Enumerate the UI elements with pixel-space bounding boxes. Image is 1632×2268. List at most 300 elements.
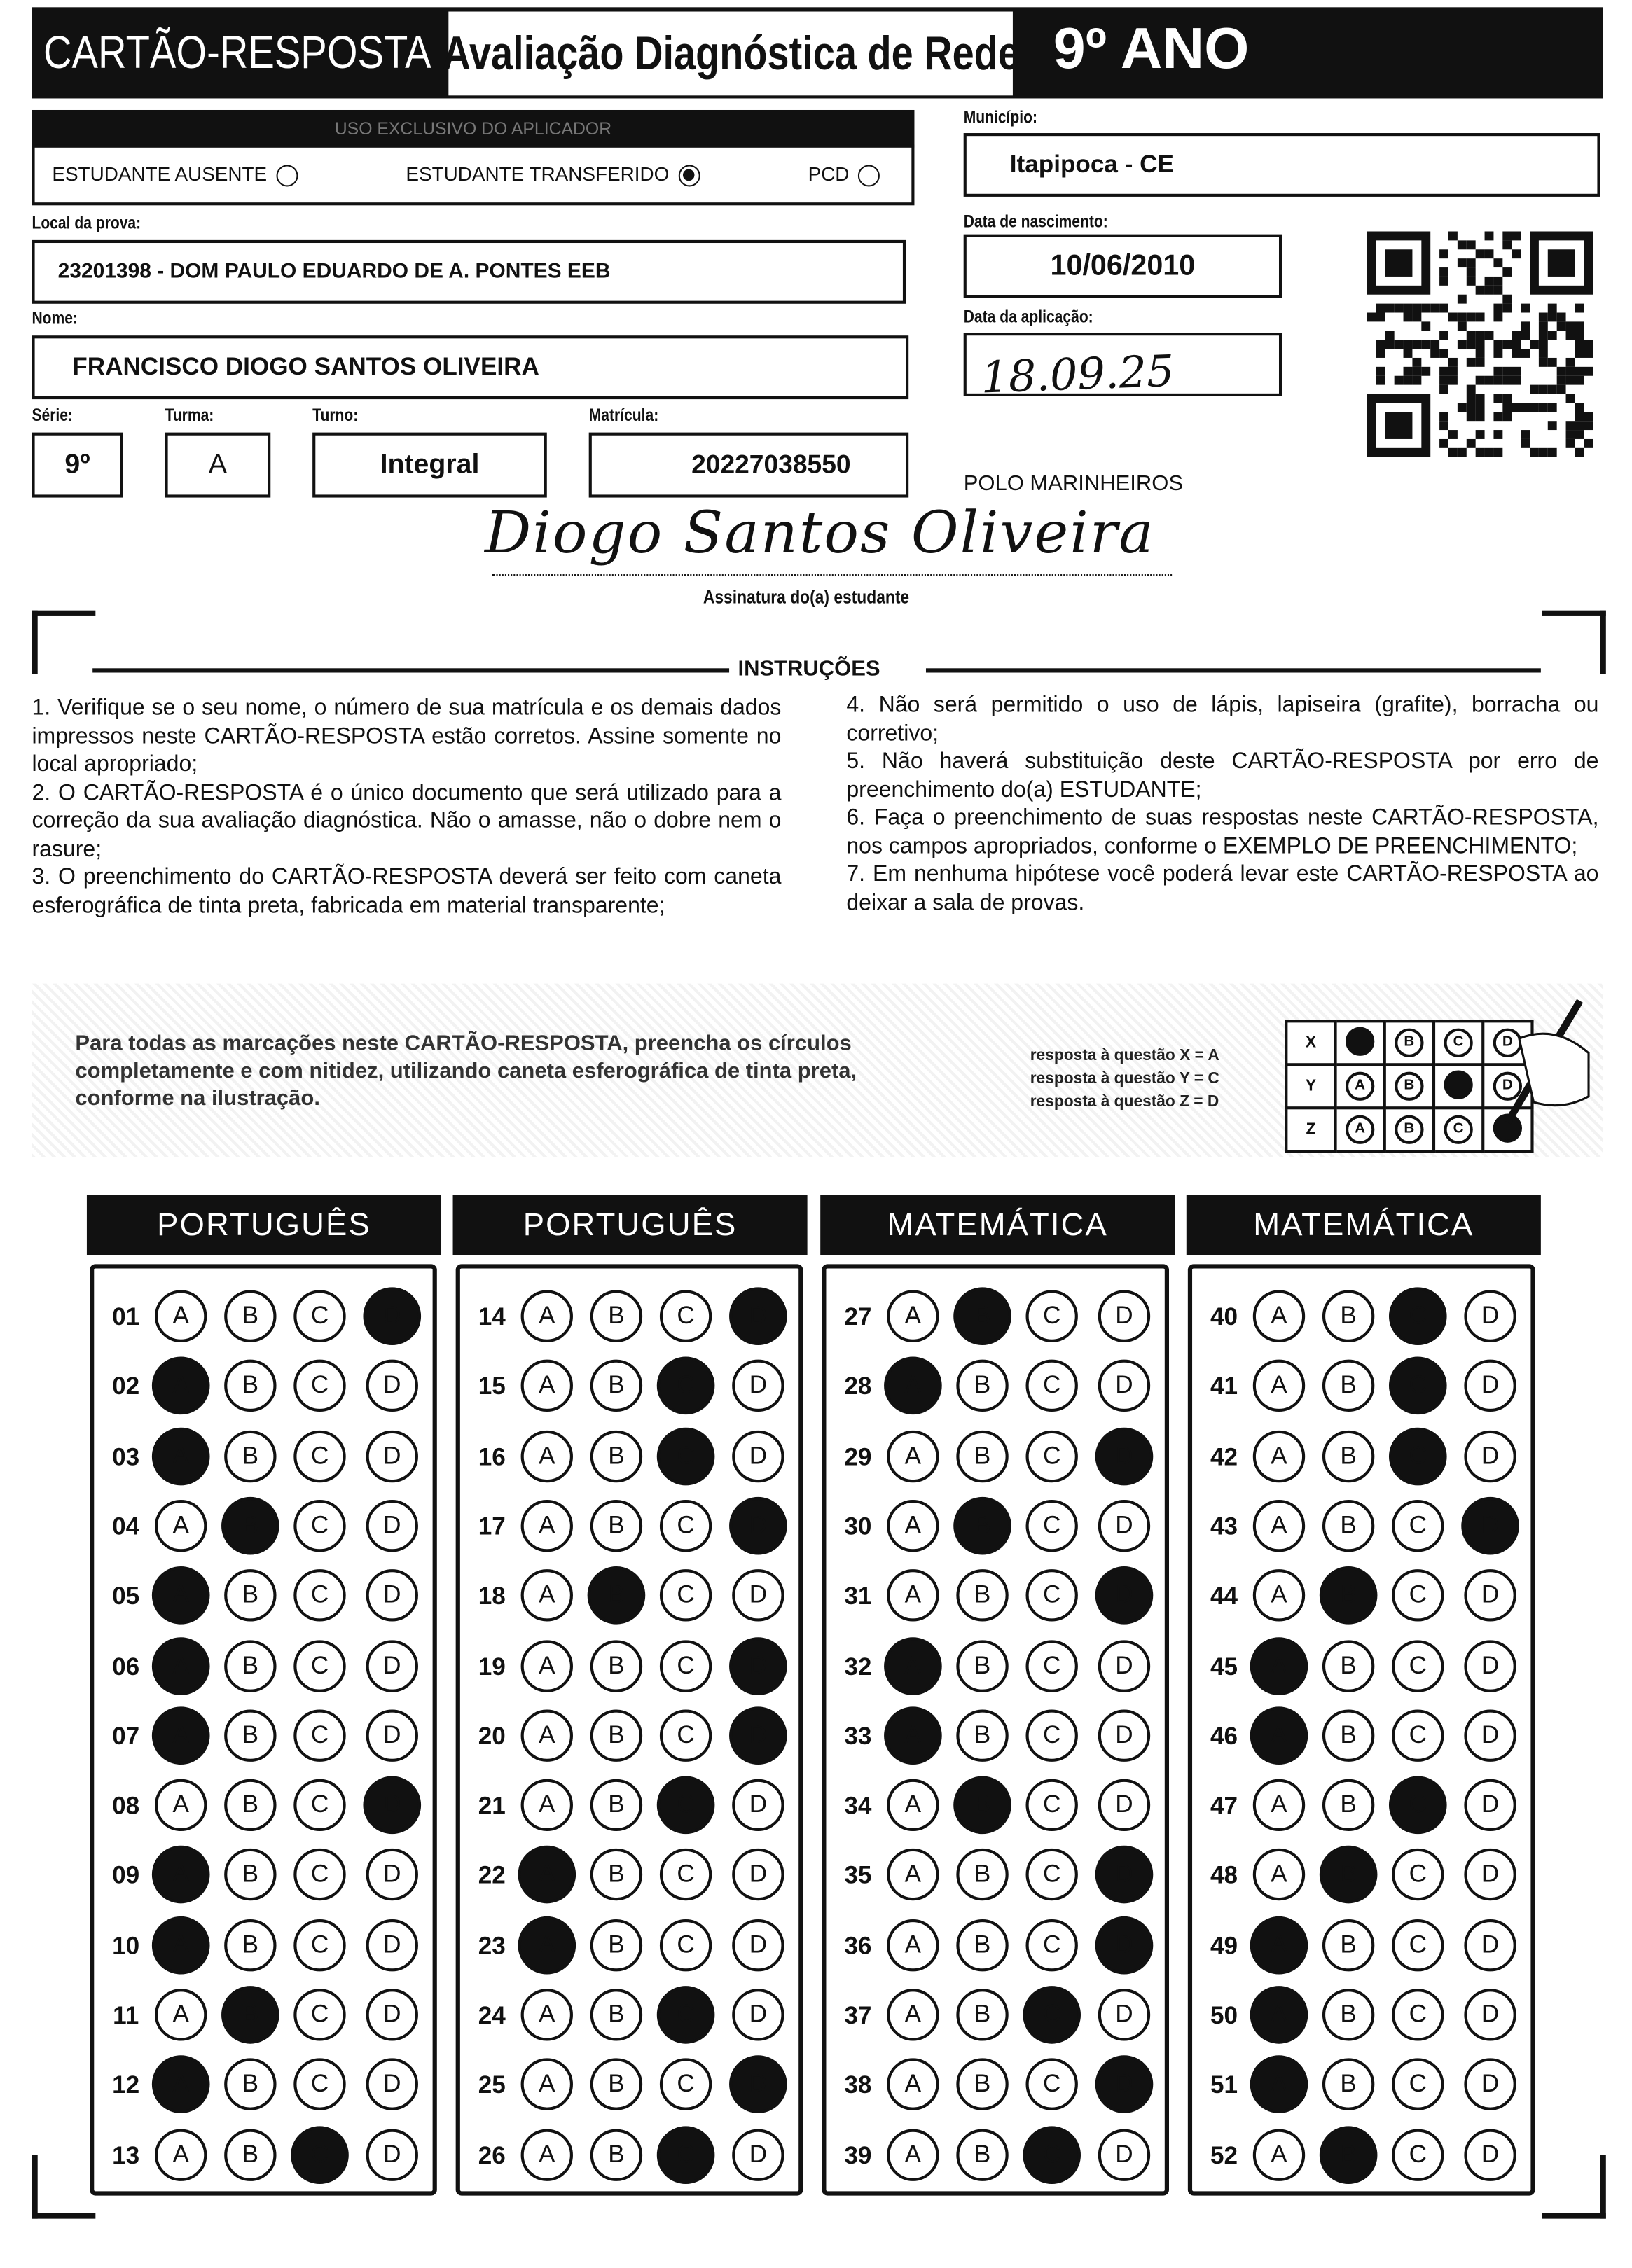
answer-bubble-filled[interactable]: A	[152, 1357, 210, 1415]
answer-bubble[interactable]: B	[224, 1290, 276, 1342]
answer-bubble[interactable]: C	[1026, 1500, 1078, 1552]
answer-bubble-filled[interactable]: A	[152, 2056, 210, 2114]
answer-bubble[interactable]: C	[1026, 1779, 1078, 1831]
example-cell	[1385, 1064, 1434, 1108]
answer-bubble[interactable]: A	[521, 1709, 573, 1761]
answer-bubble[interactable]: B	[956, 1570, 1008, 1622]
answer-bubble[interactable]: B	[1322, 1639, 1374, 1691]
answer-bubble[interactable]: A	[887, 1779, 939, 1831]
answer-bubble-filled[interactable]: A	[152, 1916, 210, 1974]
question-row	[826, 1708, 1164, 1766]
answer-bubble[interactable]: D	[1464, 1709, 1516, 1761]
answer-bubble-filled[interactable]: D	[729, 1636, 787, 1695]
question-row	[460, 2057, 798, 2115]
question-number: 30	[844, 1512, 872, 1540]
answer-bubble[interactable]: D	[366, 2059, 418, 2110]
answer-bubble[interactable]: A	[521, 1430, 573, 1482]
answer-bubble[interactable]: B	[590, 1919, 642, 1970]
question-number: 41	[1210, 1372, 1238, 1401]
question-number: 34	[844, 1792, 872, 1820]
answer-grid	[456, 1264, 803, 2195]
instructions-left	[32, 694, 781, 919]
answer-bubble-filled[interactable]: D	[363, 1776, 421, 1835]
answer-bubble-filled[interactable]: D	[1095, 1427, 1154, 1485]
answer-bubble[interactable]: A	[887, 1989, 939, 2040]
answer-bubble[interactable]: D	[1464, 1290, 1516, 1342]
answer-bubble[interactable]: B	[590, 1709, 642, 1761]
answer-bubble[interactable]: B	[1322, 1919, 1374, 1970]
answer-bubble[interactable]: C	[1026, 1639, 1078, 1691]
question-number: 36	[844, 1931, 872, 1960]
transferred-option[interactable]	[406, 163, 699, 186]
answer-bubble[interactable]: B	[1322, 1989, 1374, 2040]
answer-bubble[interactable]: A	[1253, 1500, 1305, 1552]
pcd-label: PCD	[808, 163, 850, 186]
instruction-item: 2. O CARTÃO-RESPOSTA é o único documento que será utilizado para a correção da sua avaliação diagnóstica. Não o amasse, não o dobre nem o rasure;	[32, 780, 782, 862]
answer-bubble[interactable]: B	[1322, 1360, 1374, 1412]
answer-bubble[interactable]: B	[956, 1989, 1008, 2040]
question-number: 40	[1210, 1303, 1238, 1331]
local-value: 23201398 - DOM PAULO EDUARDO DE A. PONTES EEB	[57, 260, 611, 284]
answer-bubble[interactable]: C	[1392, 1500, 1444, 1552]
answer-bubble[interactable]: D	[1098, 1989, 1150, 2040]
answer-bubble[interactable]: C	[293, 1430, 345, 1482]
answer-bubble[interactable]: A	[521, 1570, 573, 1622]
pcd-option[interactable]	[808, 163, 880, 186]
applicator-box	[32, 145, 914, 206]
answer-bubble[interactable]: B	[224, 1430, 276, 1482]
answer-bubble[interactable]: D	[1464, 2059, 1516, 2110]
answer-bubble[interactable]: D	[732, 2129, 784, 2180]
nascimento-label: Data de nascimento:	[963, 211, 1108, 232]
example-cell	[1385, 1108, 1434, 1151]
answer-bubble[interactable]: D	[732, 1360, 784, 1412]
question-number: 18	[478, 1582, 506, 1610]
answer-bubble[interactable]: A	[521, 1989, 573, 2040]
answer-bubble[interactable]: A	[1253, 1290, 1305, 1342]
question-row	[460, 2127, 798, 2185]
instruction-item: 3. O preenchimento do CARTÃO-RESPOSTA deverá ser feito com caneta esferográfica de tinta preta, fabricada em material transparente;	[32, 865, 782, 918]
question-number: 25	[478, 2071, 506, 2099]
answer-bubble[interactable]: D	[732, 1430, 784, 1482]
answer-bubble-filled[interactable]: A	[152, 1706, 210, 1765]
answer-bubble[interactable]: B	[224, 1360, 276, 1412]
example-bubble: C	[1444, 1115, 1472, 1144]
answer-bubble-filled[interactable]: A	[518, 1846, 576, 1905]
question-number: 48	[1210, 1862, 1238, 1890]
answer-bubble-filled[interactable]: A	[884, 1636, 942, 1695]
answer-bubble[interactable]: B	[956, 1430, 1008, 1482]
answer-bubble-filled[interactable]: A	[1250, 1986, 1308, 2044]
answer-bubble[interactable]: D	[366, 2129, 418, 2180]
answer-bubble[interactable]: D	[1464, 1849, 1516, 1901]
divider	[926, 668, 1541, 672]
answer-bubble[interactable]: D	[366, 1709, 418, 1761]
answer-bubble-filled[interactable]: D	[1095, 2056, 1154, 2114]
question-row	[460, 1358, 798, 1417]
answer-bubble[interactable]: D	[1098, 1500, 1150, 1552]
answer-bubble-filled[interactable]: B	[953, 1497, 1011, 1555]
question-number: 42	[1210, 1442, 1238, 1470]
question-number: 32	[844, 1652, 872, 1681]
question-row	[1192, 1428, 1530, 1487]
question-row	[460, 1288, 798, 1347]
answer-bubble-filled[interactable]: C	[657, 1427, 715, 1485]
question-number: 52	[1210, 2141, 1238, 2169]
answer-bubble[interactable]: B	[956, 2059, 1008, 2110]
answer-bubble-filled[interactable]: C	[1389, 1776, 1447, 1835]
answer-bubble[interactable]: A	[1253, 1849, 1305, 1901]
answer-bubble[interactable]: B	[956, 2129, 1008, 2180]
answer-bubble[interactable]: A	[887, 1290, 939, 1342]
answer-bubble[interactable]: C	[660, 1500, 712, 1552]
answer-bubble[interactable]: C	[293, 2059, 345, 2110]
answer-bubble-filled[interactable]: A	[152, 1636, 210, 1695]
answer-bubble[interactable]: B	[590, 1779, 642, 1831]
answer-bubble[interactable]: C	[660, 1919, 712, 1970]
answer-bubble[interactable]: D	[366, 1989, 418, 2040]
answer-bubble-filled[interactable]: C	[657, 1776, 715, 1835]
answer-bubble-filled[interactable]: B	[221, 1986, 279, 2044]
answer-bubble[interactable]: A	[155, 1290, 207, 1342]
answer-bubble[interactable]: D	[732, 1779, 784, 1831]
instruction-item: 4. Não será permitido o uso de lápis, lapiseira (grafite), borracha ou corretivo;	[846, 693, 1599, 746]
answer-bubble-filled[interactable]: A	[152, 1846, 210, 1905]
answer-bubble[interactable]: D	[732, 1849, 784, 1901]
answer-bubble[interactable]: B	[590, 1989, 642, 2040]
answer-bubble-filled[interactable]: A	[884, 1706, 942, 1765]
answer-bubble[interactable]: D	[366, 1430, 418, 1482]
question-row	[826, 1428, 1164, 1487]
answer-bubble[interactable]: D	[732, 1919, 784, 1970]
answer-bubble[interactable]: D	[366, 1919, 418, 1970]
example-text: Para todas as marcações neste CARTÃO-RESPOSTA, preencha os círculos completamente e com nitidez, utilizando caneta esferográfica de tinta preta, conforme na ilustração.	[75, 1031, 857, 1111]
answer-bubble-filled[interactable]: D	[1461, 1497, 1519, 1555]
answer-bubble-filled[interactable]: A	[1250, 1916, 1308, 1974]
question-number: 28	[844, 1372, 872, 1401]
answer-bubble-filled[interactable]: A	[884, 1357, 942, 1415]
answer-bubble-filled[interactable]: A	[1250, 1706, 1308, 1765]
answer-bubble-filled[interactable]: C	[657, 1986, 715, 2044]
question-number: 23	[478, 1931, 506, 1960]
answer-bubble[interactable]: C	[1392, 1639, 1444, 1691]
answer-bubble[interactable]: D	[1098, 1360, 1150, 1412]
answer-bubble-filled[interactable]: C	[1023, 2126, 1081, 2184]
answer-bubble[interactable]: C	[293, 1360, 345, 1412]
answer-bubble[interactable]: A	[155, 1989, 207, 2040]
answer-bubble[interactable]: B	[590, 1639, 642, 1691]
answer-bubble[interactable]: D	[1464, 2129, 1516, 2180]
question-number: 49	[1210, 1931, 1238, 1960]
question-number: 01	[112, 1303, 140, 1331]
answer-bubble[interactable]: B	[590, 1430, 642, 1482]
answer-bubble[interactable]: A	[887, 1500, 939, 1552]
answer-bubble[interactable]: C	[1392, 1919, 1444, 1970]
answer-bubble[interactable]: C	[293, 1709, 345, 1761]
grade: 9º ANO	[1053, 17, 1250, 81]
answer-bubble-filled[interactable]: B	[221, 1497, 279, 1555]
answer-bubble[interactable]: B	[1322, 1779, 1374, 1831]
question-row	[826, 1358, 1164, 1417]
answer-bubble[interactable]: C	[293, 1989, 345, 2040]
answer-bubble[interactable]: B	[224, 2129, 276, 2180]
answer-bubble-filled[interactable]: C	[291, 2126, 349, 2184]
answer-bubble[interactable]: A	[521, 1360, 573, 1412]
question-row	[94, 1848, 432, 1906]
answer-bubble[interactable]: D	[366, 1360, 418, 1412]
nascimento-field	[964, 235, 1282, 298]
answer-bubble[interactable]: D	[1098, 1290, 1150, 1342]
answer-bubble[interactable]: A	[1253, 1430, 1305, 1482]
answer-bubble[interactable]: A	[521, 2059, 573, 2110]
answer-bubble[interactable]: A	[521, 2129, 573, 2180]
answer-bubble-filled[interactable]: C	[657, 2126, 715, 2184]
question-row	[1192, 1288, 1530, 1347]
answer-bubble[interactable]: C	[1392, 1570, 1444, 1622]
answer-bubble[interactable]: B	[224, 1570, 276, 1622]
answer-bubble[interactable]: B	[1322, 1500, 1374, 1552]
answer-bubble[interactable]: C	[1026, 2059, 1078, 2110]
answer-bubble[interactable]: C	[293, 1919, 345, 1970]
question-row	[826, 1498, 1164, 1557]
answer-bubble-filled[interactable]: C	[1389, 1287, 1447, 1345]
answer-bubble[interactable]: C	[1392, 1709, 1444, 1761]
question-row	[1192, 2057, 1530, 2115]
answer-bubble[interactable]: D	[1098, 1639, 1150, 1691]
answer-bubble[interactable]: B	[1322, 1430, 1374, 1482]
answer-bubble[interactable]: C	[293, 1500, 345, 1552]
question-row	[826, 2127, 1164, 2185]
answer-bubble[interactable]: B	[1322, 1709, 1374, 1761]
answer-bubble[interactable]: B	[590, 1849, 642, 1901]
question-number: 05	[112, 1582, 140, 1610]
answer-bubble[interactable]: D	[1098, 1779, 1150, 1831]
answer-bubble[interactable]: D	[366, 1639, 418, 1691]
answer-bubble[interactable]: C	[1026, 1849, 1078, 1901]
answer-bubble[interactable]: A	[521, 1290, 573, 1342]
answer-bubble[interactable]: D	[1464, 1360, 1516, 1412]
answer-bubble[interactable]: A	[887, 1849, 939, 1901]
answer-bubble[interactable]: C	[660, 1849, 712, 1901]
answer-bubble[interactable]: C	[1392, 1989, 1444, 2040]
question-row	[826, 1987, 1164, 2045]
answer-bubble[interactable]: A	[155, 1779, 207, 1831]
hand-pen-icon	[1476, 995, 1591, 1140]
answer-bubble[interactable]: B	[1322, 2059, 1374, 2110]
answer-bubble-filled[interactable]: C	[657, 1357, 715, 1415]
answer-bubble[interactable]: B	[224, 1779, 276, 1831]
local-field	[32, 240, 906, 304]
answer-bubble[interactable]: C	[293, 1290, 345, 1342]
answer-bubble[interactable]: A	[887, 2129, 939, 2180]
turno-label: Turno:	[312, 405, 359, 426]
turma-label: Turma:	[165, 405, 214, 426]
answer-bubble[interactable]: D	[366, 1849, 418, 1901]
answer-bubble[interactable]: A	[521, 1500, 573, 1552]
answer-bubble[interactable]: B	[956, 1360, 1008, 1412]
answer-bubble[interactable]: D	[1464, 1919, 1516, 1970]
answer-grid	[90, 1264, 437, 2195]
answer-bubble-filled[interactable]: A	[518, 1916, 576, 1974]
answer-bubble-filled[interactable]: A	[152, 1566, 210, 1625]
answer-bubble[interactable]: C	[660, 2059, 712, 2110]
answer-bubble[interactable]: B	[956, 1709, 1008, 1761]
question-row	[94, 1638, 432, 1696]
question-number: 38	[844, 2071, 872, 2099]
corner-mark	[32, 2155, 95, 2219]
instruction-item: 5. Não haverá substituição deste CARTÃO-RESPOSTA por erro de preenchimento do(a) ESTUDANTE;	[846, 749, 1599, 802]
answer-bubble[interactable]: C	[1026, 1570, 1078, 1622]
example-cell	[1336, 1021, 1385, 1064]
signature-label: Assinatura do(a) estudante	[703, 585, 910, 608]
answer-bubble[interactable]: A	[155, 2129, 207, 2180]
answer-bubble[interactable]: B	[224, 1919, 276, 1970]
question-row	[94, 1358, 432, 1417]
transferred-radio[interactable]	[678, 165, 700, 186]
answer-bubble[interactable]: B	[956, 1919, 1008, 1970]
subject-header: PORTUGUÊS	[453, 1195, 808, 1255]
answer-bubble[interactable]: C	[1392, 2059, 1444, 2110]
example-cell	[1336, 1108, 1385, 1151]
answer-bubble[interactable]: A	[887, 2059, 939, 2110]
aplicacao-value: 18.09.25	[980, 346, 1175, 403]
answer-bubble[interactable]: B	[590, 1290, 642, 1342]
example-bubble: C	[1444, 1029, 1472, 1057]
answer-bubble[interactable]: A	[521, 1779, 573, 1831]
answer-bubble[interactable]: C	[1026, 1919, 1078, 1970]
question-row	[94, 2057, 432, 2115]
answer-bubble[interactable]: A	[521, 1639, 573, 1691]
answer-bubble[interactable]: C	[1392, 1849, 1444, 1901]
answer-bubble-filled[interactable]: B	[588, 1566, 646, 1625]
answer-bubble[interactable]: A	[887, 1430, 939, 1482]
absent-radio[interactable]	[276, 165, 298, 186]
answer-bubble-filled[interactable]: B	[1320, 1566, 1378, 1625]
answer-bubble[interactable]: C	[1026, 1709, 1078, 1761]
question-row	[1192, 2127, 1530, 2185]
matricula-field	[589, 433, 908, 498]
answer-bubble[interactable]: A	[1253, 1570, 1305, 1622]
answer-bubble-filled[interactable]: D	[729, 1497, 787, 1555]
answer-bubble-filled[interactable]: A	[152, 1427, 210, 1485]
answer-bubble[interactable]: C	[660, 1290, 712, 1342]
answer-bubble-filled[interactable]: A	[1250, 2056, 1308, 2114]
answer-bubble[interactable]: C	[1026, 1360, 1078, 1412]
answer-bubble[interactable]: B	[590, 1500, 642, 1552]
answer-bubble[interactable]: A	[155, 1500, 207, 1552]
answer-bubble-filled[interactable]: D	[729, 1706, 787, 1765]
answer-bubble[interactable]: D	[1464, 1989, 1516, 2040]
answer-bubble[interactable]: B	[224, 2059, 276, 2110]
answer-bubble[interactable]: D	[1464, 1570, 1516, 1622]
serie-value: 9º	[64, 449, 90, 480]
answer-bubble-filled[interactable]: C	[1389, 1357, 1447, 1415]
answer-bubble[interactable]: B	[224, 1849, 276, 1901]
answer-bubble[interactable]: B	[224, 1709, 276, 1761]
answer-bubble[interactable]: B	[956, 1849, 1008, 1901]
instruction-item: 6. Faça o preenchimento de suas respostas neste CARTÃO-RESPOSTA, nos campos apropriados, conforme o EXEMPLO DE PREENCHIMENTO;	[846, 805, 1599, 858]
answer-bubble[interactable]: B	[590, 1360, 642, 1412]
subject-header: PORTUGUÊS	[87, 1195, 441, 1255]
question-number: 39	[844, 2141, 872, 2169]
example-question-label: Z	[1286, 1108, 1335, 1151]
pcd-radio[interactable]	[858, 165, 880, 186]
answer-bubble[interactable]: C	[1392, 2129, 1444, 2180]
answer-bubble[interactable]: B	[590, 2129, 642, 2180]
corner-mark	[1542, 611, 1606, 674]
instruction-item: 7. Em nenhuma hipótese você poderá levar este CARTÃO-RESPOSTA ao deixar a sala de provas.	[846, 862, 1599, 915]
answer-bubble[interactable]: D	[1098, 1709, 1150, 1761]
question-row	[1192, 1358, 1530, 1417]
answer-bubble[interactable]: D	[1098, 2129, 1150, 2180]
corner-mark	[32, 611, 95, 674]
answer-bubble[interactable]: D	[366, 1570, 418, 1622]
question-row	[1192, 1917, 1530, 1975]
serie-label: Série:	[32, 405, 74, 426]
answer-bubble-filled[interactable]: A	[1250, 1636, 1308, 1695]
answer-bubble[interactable]: D	[1464, 1430, 1516, 1482]
answer-bubble[interactable]: A	[1253, 2129, 1305, 2180]
absent-option[interactable]	[52, 163, 297, 186]
answer-bubble[interactable]: C	[660, 1570, 712, 1622]
answer-bubble[interactable]: B	[590, 2059, 642, 2110]
answer-bubble[interactable]: D	[366, 1500, 418, 1552]
answer-bubble[interactable]: B	[1322, 1290, 1374, 1342]
answer-bubble[interactable]: D	[732, 1989, 784, 2040]
answer-bubble-filled[interactable]: C	[1023, 1986, 1081, 2044]
answer-bubble[interactable]: A	[1253, 1779, 1305, 1831]
answer-bubble-filled[interactable]: B	[953, 1776, 1011, 1835]
answer-bubble[interactable]: C	[1026, 1430, 1078, 1482]
answer-bubble[interactable]: C	[660, 1639, 712, 1691]
question-number: 21	[478, 1792, 506, 1820]
answer-bubble[interactable]: C	[1026, 1290, 1078, 1342]
answer-bubble-filled[interactable]: D	[729, 2056, 787, 2114]
card-title: CARTÃO-RESPOSTA	[43, 26, 431, 78]
municipio-field	[964, 133, 1600, 197]
answer-bubble[interactable]: C	[293, 1779, 345, 1831]
answer-bubble-filled[interactable]: B	[1320, 2126, 1378, 2184]
answer-grid	[1188, 1264, 1535, 2195]
answer-bubble-filled[interactable]: D	[363, 1287, 421, 1345]
answer-bubble[interactable]: A	[887, 1919, 939, 1970]
answer-bubble[interactable]: B	[224, 1639, 276, 1691]
nascimento-value: 10/06/2010	[1050, 249, 1196, 281]
answer-bubble[interactable]: D	[1464, 1779, 1516, 1831]
answer-bubble-filled[interactable]: D	[1095, 1846, 1154, 1905]
nome-label: Nome:	[32, 307, 78, 328]
example-question-label: X	[1286, 1021, 1335, 1064]
example-bubble: A	[1346, 1115, 1374, 1144]
answer-bubble[interactable]: C	[660, 1709, 712, 1761]
answer-bubble[interactable]: C	[293, 1570, 345, 1622]
answer-bubble-filled[interactable]: D	[729, 1287, 787, 1345]
answer-bubble[interactable]: A	[887, 1570, 939, 1622]
answer-bubble-filled[interactable]: B	[1320, 1846, 1378, 1905]
answer-bubble[interactable]: C	[293, 1639, 345, 1691]
answer-bubble-filled[interactable]: D	[1095, 1566, 1154, 1625]
answer-bubble-filled[interactable]: D	[1095, 1916, 1154, 1974]
matricula-label: Matrícula:	[588, 405, 659, 426]
answer-bubble[interactable]: D	[732, 1570, 784, 1622]
answer-bubble[interactable]: C	[293, 1849, 345, 1901]
question-row	[460, 1987, 798, 2045]
answer-bubble[interactable]: D	[1464, 1639, 1516, 1691]
answer-bubble[interactable]: B	[956, 1639, 1008, 1691]
answer-bubble-filled[interactable]: B	[953, 1287, 1011, 1345]
answer-bubble-filled[interactable]: C	[1389, 1427, 1447, 1485]
answer-bubble[interactable]: A	[1253, 1360, 1305, 1412]
